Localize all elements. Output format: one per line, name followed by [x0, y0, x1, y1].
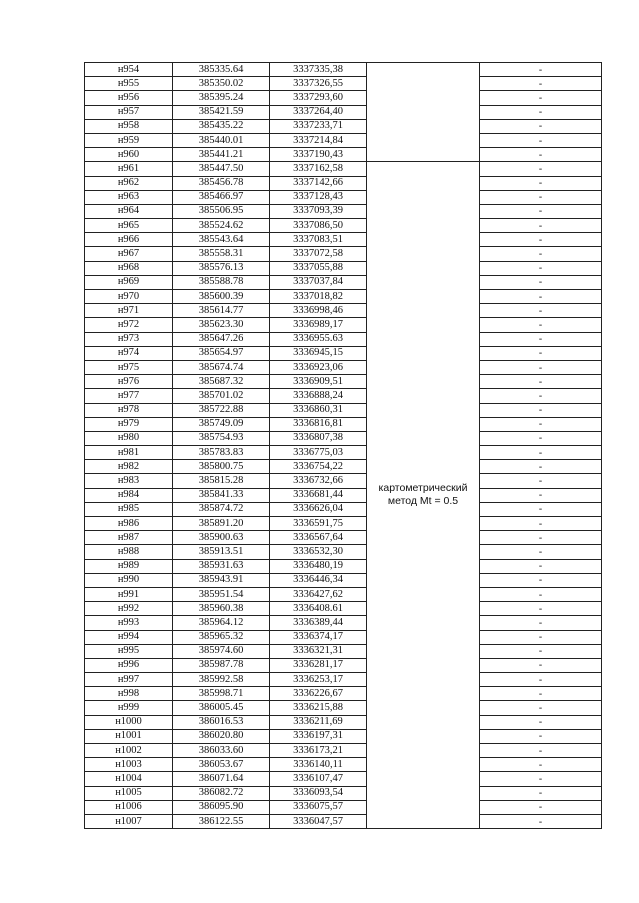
dash-cell: -	[480, 602, 602, 616]
coordinates-table	[84, 62, 602, 829]
x-coordinate-cell: 385335.64	[173, 63, 270, 77]
x-coordinate-cell: 386071.64	[173, 772, 270, 786]
table-row	[85, 446, 602, 460]
y-coordinate-cell: 3336047,57	[270, 814, 367, 828]
point-number-cell: н956	[85, 91, 173, 105]
table-row	[85, 701, 602, 715]
point-number-cell: н962	[85, 176, 173, 190]
y-coordinate-cell: 3337128,43	[270, 190, 367, 204]
point-number-cell: н999	[85, 701, 173, 715]
table-row	[85, 63, 602, 77]
point-number-cell: н997	[85, 673, 173, 687]
table-row	[85, 375, 602, 389]
dash-cell: -	[480, 687, 602, 701]
point-number-cell: н969	[85, 275, 173, 289]
dash-cell: -	[480, 517, 602, 531]
table-row	[85, 772, 602, 786]
table-row	[85, 318, 602, 332]
table-row	[85, 630, 602, 644]
dash-cell: -	[480, 119, 602, 133]
y-coordinate-cell: 3336253,17	[270, 673, 367, 687]
y-coordinate-cell: 3336732,66	[270, 474, 367, 488]
point-number-cell: н958	[85, 119, 173, 133]
x-coordinate-cell: 385951.54	[173, 587, 270, 601]
y-coordinate-cell: 3337086,50	[270, 219, 367, 233]
point-number-cell: н959	[85, 133, 173, 147]
x-coordinate-cell: 385965.32	[173, 630, 270, 644]
x-coordinate-cell: 385466.97	[173, 190, 270, 204]
y-coordinate-cell: 3337142,66	[270, 176, 367, 190]
point-number-cell: н1006	[85, 800, 173, 814]
method-cell: картометрический метод Mt = 0.5	[367, 162, 480, 829]
dash-cell: -	[480, 800, 602, 814]
point-number-cell: н985	[85, 502, 173, 516]
point-number-cell: н1005	[85, 786, 173, 800]
dash-cell: -	[480, 219, 602, 233]
y-coordinate-cell: 3336955.63	[270, 332, 367, 346]
dash-cell: -	[480, 460, 602, 474]
dash-cell: -	[480, 148, 602, 162]
x-coordinate-cell: 386095.90	[173, 800, 270, 814]
x-coordinate-cell: 386033.60	[173, 744, 270, 758]
x-coordinate-cell: 385783.83	[173, 446, 270, 460]
point-number-cell: н1003	[85, 758, 173, 772]
dash-cell: -	[480, 133, 602, 147]
dash-cell: -	[480, 162, 602, 176]
dash-cell: -	[480, 63, 602, 77]
x-coordinate-cell: 385931.63	[173, 559, 270, 573]
x-coordinate-cell: 385421.59	[173, 105, 270, 119]
x-coordinate-cell: 386053.67	[173, 758, 270, 772]
point-number-cell: н980	[85, 431, 173, 445]
x-coordinate-cell: 385701.02	[173, 389, 270, 403]
dash-cell: -	[480, 644, 602, 658]
dash-cell: -	[480, 715, 602, 729]
dash-cell: -	[480, 814, 602, 828]
point-number-cell: н975	[85, 360, 173, 374]
point-number-cell: н973	[85, 332, 173, 346]
x-coordinate-cell: 385687.32	[173, 375, 270, 389]
y-coordinate-cell: 3336211,69	[270, 715, 367, 729]
dash-cell: -	[480, 502, 602, 516]
y-coordinate-cell: 3337037,84	[270, 275, 367, 289]
x-coordinate-cell: 385435.22	[173, 119, 270, 133]
table-row	[85, 587, 602, 601]
table-row	[85, 176, 602, 190]
point-number-cell: н970	[85, 290, 173, 304]
dash-cell: -	[480, 375, 602, 389]
y-coordinate-cell: 3336998,46	[270, 304, 367, 318]
point-number-cell: н982	[85, 460, 173, 474]
y-coordinate-cell: 3336173,21	[270, 744, 367, 758]
table-row	[85, 687, 602, 701]
point-number-cell: н966	[85, 233, 173, 247]
dash-cell: -	[480, 744, 602, 758]
x-coordinate-cell: 385447.50	[173, 162, 270, 176]
x-coordinate-cell: 385654.97	[173, 346, 270, 360]
dash-cell: -	[480, 275, 602, 289]
y-coordinate-cell: 3336197,31	[270, 729, 367, 743]
dash-cell: -	[480, 105, 602, 119]
point-number-cell: н986	[85, 517, 173, 531]
table-row	[85, 644, 602, 658]
y-coordinate-cell: 3336408.61	[270, 602, 367, 616]
table-row	[85, 460, 602, 474]
point-number-cell: н996	[85, 658, 173, 672]
y-coordinate-cell: 3337072,58	[270, 247, 367, 261]
table-row	[85, 545, 602, 559]
x-coordinate-cell: 385543.64	[173, 233, 270, 247]
table-row	[85, 602, 602, 616]
table-row	[85, 204, 602, 218]
dash-cell: -	[480, 318, 602, 332]
dash-cell: -	[480, 531, 602, 545]
y-coordinate-cell: 3336909,51	[270, 375, 367, 389]
point-number-cell: н957	[85, 105, 173, 119]
point-number-cell: н979	[85, 417, 173, 431]
table-row	[85, 517, 602, 531]
method-cell-top	[367, 63, 480, 162]
x-coordinate-cell: 385456.78	[173, 176, 270, 190]
point-number-cell: н964	[85, 204, 173, 218]
y-coordinate-cell: 3336775,03	[270, 446, 367, 460]
y-coordinate-cell: 3337326,55	[270, 77, 367, 91]
table-row	[85, 275, 602, 289]
x-coordinate-cell: 385674.74	[173, 360, 270, 374]
y-coordinate-cell: 3336446,34	[270, 573, 367, 587]
table-row	[85, 77, 602, 91]
dash-cell: -	[480, 332, 602, 346]
table-row	[85, 729, 602, 743]
x-coordinate-cell: 386122.55	[173, 814, 270, 828]
x-coordinate-cell: 386016.53	[173, 715, 270, 729]
point-number-cell: н976	[85, 375, 173, 389]
point-number-cell: н983	[85, 474, 173, 488]
dash-cell: -	[480, 204, 602, 218]
table-row	[85, 332, 602, 346]
dash-cell: -	[480, 701, 602, 715]
point-number-cell: н1001	[85, 729, 173, 743]
dash-cell: -	[480, 786, 602, 800]
x-coordinate-cell: 385506.95	[173, 204, 270, 218]
dash-cell: -	[480, 233, 602, 247]
point-number-cell: н972	[85, 318, 173, 332]
dash-cell: -	[480, 247, 602, 261]
dash-cell: -	[480, 176, 602, 190]
y-coordinate-cell: 3336591,75	[270, 517, 367, 531]
table-row	[85, 417, 602, 431]
y-coordinate-cell: 3336107,47	[270, 772, 367, 786]
y-coordinate-cell: 3337093,39	[270, 204, 367, 218]
x-coordinate-cell: 385987.78	[173, 658, 270, 672]
y-coordinate-cell: 3337293,60	[270, 91, 367, 105]
table-row	[85, 219, 602, 233]
table-row	[85, 261, 602, 275]
table-row	[85, 800, 602, 814]
point-number-cell: н967	[85, 247, 173, 261]
y-coordinate-cell: 3336480,19	[270, 559, 367, 573]
table-row	[85, 573, 602, 587]
y-coordinate-cell: 3336427,62	[270, 587, 367, 601]
x-coordinate-cell: 385913.51	[173, 545, 270, 559]
y-coordinate-cell: 3337335,38	[270, 63, 367, 77]
point-number-cell: н974	[85, 346, 173, 360]
y-coordinate-cell: 3336989,17	[270, 318, 367, 332]
y-coordinate-cell: 3336754,22	[270, 460, 367, 474]
table-row	[85, 346, 602, 360]
y-coordinate-cell: 3336093,54	[270, 786, 367, 800]
table-row	[85, 403, 602, 417]
y-coordinate-cell: 3336140,11	[270, 758, 367, 772]
table-row	[85, 133, 602, 147]
table-row	[85, 431, 602, 445]
x-coordinate-cell: 385992.58	[173, 673, 270, 687]
table-row	[85, 247, 602, 261]
table-row	[85, 162, 602, 176]
x-coordinate-cell: 385974.60	[173, 644, 270, 658]
point-number-cell: н955	[85, 77, 173, 91]
point-number-cell: н971	[85, 304, 173, 318]
y-coordinate-cell: 3336923,06	[270, 360, 367, 374]
table-row	[85, 91, 602, 105]
y-coordinate-cell: 3336626,04	[270, 502, 367, 516]
point-number-cell: н963	[85, 190, 173, 204]
x-coordinate-cell: 385749.09	[173, 417, 270, 431]
y-coordinate-cell: 3336816,81	[270, 417, 367, 431]
point-number-cell: н988	[85, 545, 173, 559]
x-coordinate-cell: 385960.38	[173, 602, 270, 616]
y-coordinate-cell: 3336681,44	[270, 488, 367, 502]
dash-cell: -	[480, 616, 602, 630]
table-row	[85, 502, 602, 516]
x-coordinate-cell: 385800.75	[173, 460, 270, 474]
x-coordinate-cell: 385900.63	[173, 531, 270, 545]
x-coordinate-cell: 385754.93	[173, 431, 270, 445]
point-number-cell: н991	[85, 587, 173, 601]
table-row	[85, 488, 602, 502]
point-number-cell: н994	[85, 630, 173, 644]
point-number-cell: н960	[85, 148, 173, 162]
x-coordinate-cell: 385964.12	[173, 616, 270, 630]
dash-cell: -	[480, 446, 602, 460]
dash-cell: -	[480, 190, 602, 204]
point-number-cell: н998	[85, 687, 173, 701]
y-coordinate-cell: 3336567,64	[270, 531, 367, 545]
dash-cell: -	[480, 729, 602, 743]
y-coordinate-cell: 3336532,30	[270, 545, 367, 559]
x-coordinate-cell: 385815.28	[173, 474, 270, 488]
dash-cell: -	[480, 346, 602, 360]
y-coordinate-cell: 3337214,84	[270, 133, 367, 147]
dash-cell: -	[480, 431, 602, 445]
point-number-cell: н978	[85, 403, 173, 417]
table-row	[85, 148, 602, 162]
point-number-cell: н995	[85, 644, 173, 658]
point-number-cell: н968	[85, 261, 173, 275]
x-coordinate-cell: 385614.77	[173, 304, 270, 318]
x-coordinate-cell: 385998.71	[173, 687, 270, 701]
dash-cell: -	[480, 559, 602, 573]
y-coordinate-cell: 3337055,88	[270, 261, 367, 275]
table-row	[85, 389, 602, 403]
y-coordinate-cell: 3337190,43	[270, 148, 367, 162]
point-number-cell: н961	[85, 162, 173, 176]
y-coordinate-cell: 3336374,17	[270, 630, 367, 644]
point-number-cell: н989	[85, 559, 173, 573]
x-coordinate-cell: 385600.39	[173, 290, 270, 304]
dash-cell: -	[480, 673, 602, 687]
x-coordinate-cell: 385576.13	[173, 261, 270, 275]
x-coordinate-cell: 385440.01	[173, 133, 270, 147]
point-number-cell: н965	[85, 219, 173, 233]
y-coordinate-cell: 3336389,44	[270, 616, 367, 630]
y-coordinate-cell: 3336226,67	[270, 687, 367, 701]
point-number-cell: н1002	[85, 744, 173, 758]
y-coordinate-cell: 3336215,88	[270, 701, 367, 715]
y-coordinate-cell: 3336888,24	[270, 389, 367, 403]
table-row	[85, 616, 602, 630]
table-row	[85, 190, 602, 204]
dash-cell: -	[480, 290, 602, 304]
x-coordinate-cell: 385558.31	[173, 247, 270, 261]
x-coordinate-cell: 385647.26	[173, 332, 270, 346]
y-coordinate-cell: 3337083,51	[270, 233, 367, 247]
dash-cell: -	[480, 772, 602, 786]
y-coordinate-cell: 3336075,57	[270, 800, 367, 814]
y-coordinate-cell: 3336281,17	[270, 658, 367, 672]
dash-cell: -	[480, 545, 602, 559]
x-coordinate-cell: 385588.78	[173, 275, 270, 289]
coordinates-table-body	[85, 63, 602, 829]
dash-cell: -	[480, 488, 602, 502]
table-row	[85, 474, 602, 488]
table-row	[85, 559, 602, 573]
table-row	[85, 233, 602, 247]
dash-cell: -	[480, 573, 602, 587]
y-coordinate-cell: 3336321,31	[270, 644, 367, 658]
point-number-cell: н977	[85, 389, 173, 403]
x-coordinate-cell: 385891.20	[173, 517, 270, 531]
x-coordinate-cell: 385874.72	[173, 502, 270, 516]
table-row	[85, 531, 602, 545]
point-number-cell: н954	[85, 63, 173, 77]
point-number-cell: н990	[85, 573, 173, 587]
dash-cell: -	[480, 758, 602, 772]
dash-cell: -	[480, 587, 602, 601]
y-coordinate-cell: 3337264,40	[270, 105, 367, 119]
point-number-cell: н1004	[85, 772, 173, 786]
x-coordinate-cell: 385395.24	[173, 91, 270, 105]
dash-cell: -	[480, 658, 602, 672]
dash-cell: -	[480, 360, 602, 374]
point-number-cell: н1007	[85, 814, 173, 828]
dash-cell: -	[480, 417, 602, 431]
table-row	[85, 290, 602, 304]
dash-cell: -	[480, 304, 602, 318]
y-coordinate-cell: 3337018,82	[270, 290, 367, 304]
table-row	[85, 715, 602, 729]
x-coordinate-cell: 385524.62	[173, 219, 270, 233]
table-row	[85, 758, 602, 772]
dash-cell: -	[480, 389, 602, 403]
point-number-cell: н981	[85, 446, 173, 460]
table-row	[85, 105, 602, 119]
point-number-cell: н984	[85, 488, 173, 502]
y-coordinate-cell: 3336807,38	[270, 431, 367, 445]
table-row	[85, 119, 602, 133]
table-row	[85, 673, 602, 687]
y-coordinate-cell: 3337162,58	[270, 162, 367, 176]
dash-cell: -	[480, 77, 602, 91]
x-coordinate-cell: 385441.21	[173, 148, 270, 162]
y-coordinate-cell: 3336860,31	[270, 403, 367, 417]
point-number-cell: н1000	[85, 715, 173, 729]
y-coordinate-cell: 3337233,71	[270, 119, 367, 133]
x-coordinate-cell: 385722.88	[173, 403, 270, 417]
x-coordinate-cell: 385841.33	[173, 488, 270, 502]
x-coordinate-cell: 385943.91	[173, 573, 270, 587]
y-coordinate-cell: 3336945,15	[270, 346, 367, 360]
table-row	[85, 304, 602, 318]
dash-cell: -	[480, 403, 602, 417]
dash-cell: -	[480, 630, 602, 644]
x-coordinate-cell: 386005.45	[173, 701, 270, 715]
dash-cell: -	[480, 474, 602, 488]
table-row	[85, 786, 602, 800]
x-coordinate-cell: 386082.72	[173, 786, 270, 800]
table-row	[85, 814, 602, 828]
table-row	[85, 658, 602, 672]
point-number-cell: н987	[85, 531, 173, 545]
table-row	[85, 360, 602, 374]
point-number-cell: н992	[85, 602, 173, 616]
x-coordinate-cell: 385350.02	[173, 77, 270, 91]
dash-cell: -	[480, 261, 602, 275]
x-coordinate-cell: 385623.30	[173, 318, 270, 332]
point-number-cell: н993	[85, 616, 173, 630]
table-row	[85, 744, 602, 758]
dash-cell: -	[480, 91, 602, 105]
x-coordinate-cell: 386020.80	[173, 729, 270, 743]
